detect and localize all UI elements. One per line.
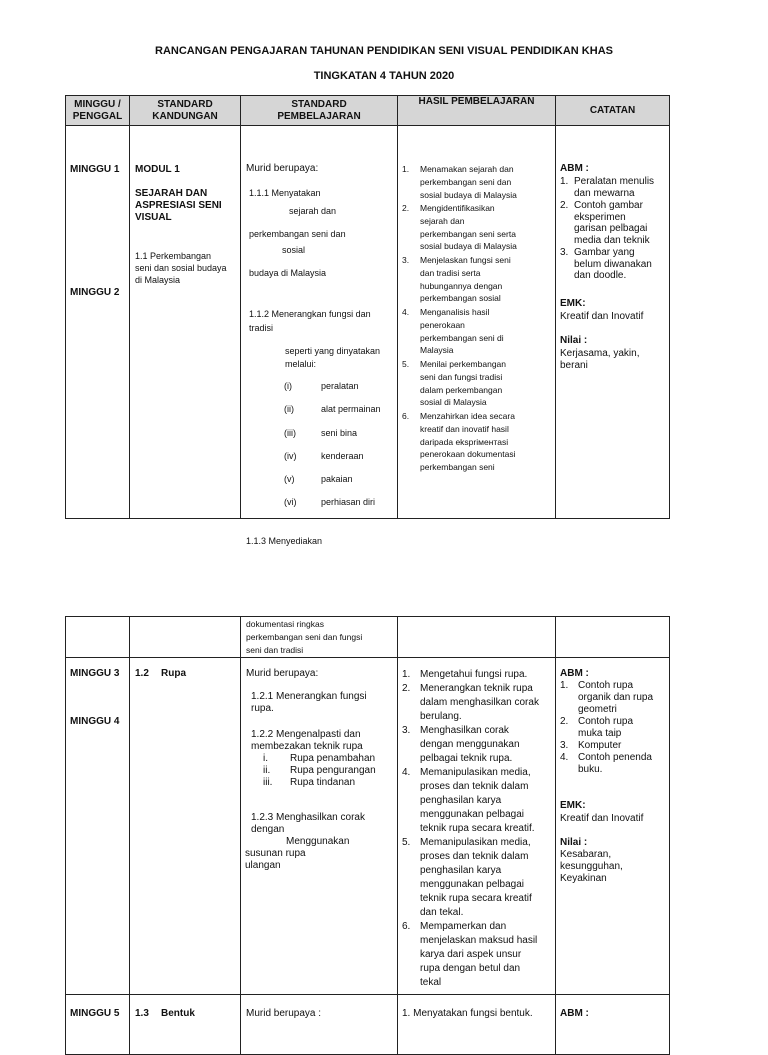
sp-1-2-3-line3: Menggunakan <box>286 836 350 847</box>
cont-minggu-cell <box>66 617 130 658</box>
sk-1-2-text: Rupa <box>161 668 186 679</box>
document-subtitle: TINGKATAN 4 TAHUN 2020 <box>313 70 455 82</box>
sk-1-3-num: 1.3 <box>135 1008 149 1019</box>
minggu-4-label: MINGGU 4 <box>70 716 120 727</box>
cont-dokumentasi: dokumentasi ringkas perkembangan seni dan fungsi seni dan tradisi <box>246 619 363 655</box>
sp-1-1-1-line3: perkembangan seni dan <box>249 229 346 239</box>
murid-berupaya: Murid berupaya: <box>246 163 319 174</box>
plan-table-1 <box>65 95 670 546</box>
minggu-cell <box>66 126 130 519</box>
header-hasil-pembelajaran: HASIL PEMBELAJARAN <box>398 96 556 126</box>
hp-item-5: 5. Memanipulasikan media, proses dan teknik dalam penghasilan karya menggunakan pelbagai teknik rupa secara kreatif dan tekal. <box>402 837 532 918</box>
header-minggu: MINGGU / PENGGAL <box>66 96 130 126</box>
hp-item-4: 4. Menganalisis hasil penerokaan perkembangan seni di Malaysia <box>402 307 504 356</box>
sp-1-2-1: 1.2.1 Menerangkan fungsi rupa. <box>251 691 367 714</box>
sk-1-1: 1.1 Perkembangan seni dan sosial budaya di Malaysia <box>135 251 227 285</box>
sp-1-1-1-line4: sosial <box>282 245 306 255</box>
sp-1-1-1: 1.1.1 Menyatakan <box>249 188 321 198</box>
standard-pembelajaran-cell <box>241 995 398 1055</box>
hp-item-3: 3. Menghasilkan corak dengan menggunakan pelbagai teknik rupa. <box>402 725 520 764</box>
abm-item-1: 1. Contoh rupa organik dan rupa geometri <box>560 680 654 715</box>
sp-1-2-3-line4: susunan rupa <box>245 848 306 859</box>
murid-berupaya: Murid berupaya: <box>246 668 319 679</box>
cont-sp-cell <box>241 617 398 658</box>
nilai-label: Nilai : <box>560 335 588 346</box>
sp-item-text: kenderaan <box>321 451 364 461</box>
nilai-text: Kerjasama, yakin, berani <box>560 348 640 371</box>
sp-1-2-3: 1.2.3 Menghasilkan corak <box>251 812 365 823</box>
hp-item-2: 2. Mengidentifikasikan sejarah dan perkembangan seni serta sosial budaya di Malaysia <box>402 203 517 252</box>
sp-item-text: perhiasan diri <box>321 497 376 507</box>
hp-item-1: 1. Menyatakan fungsi bentuk. <box>402 1008 533 1019</box>
modul-label: MODUL 1 <box>135 164 180 175</box>
abm-item-3: 3. Gambar yang belum diwanakan dan doodle. <box>560 247 652 281</box>
hp-item-3: 3. Menjelaskan fungsi seni dan tradisi serta hubungannya dengan perkembangan sosial <box>402 255 511 304</box>
emk-label: EMK: <box>560 800 586 811</box>
nilai-text: Kesabaran, kesungguhan, Keyakinan <box>560 849 623 884</box>
minggu-3-label: MINGGU 3 <box>70 668 120 679</box>
abm-label: ABM : <box>560 1008 589 1019</box>
nilai-label: Nilai : <box>560 837 588 848</box>
sp-1-1-1-line5: budaya di Malaysia <box>249 268 327 278</box>
standard-pembelajaran-cell <box>241 126 398 546</box>
sp-item-num: (i) <box>284 381 292 391</box>
emk-label: EMK: <box>560 298 586 309</box>
header-standard-pembelajaran: STANDARD PEMBELAJARAN <box>241 96 398 126</box>
minggu-cell <box>66 995 130 1055</box>
standard-kandungan-cell <box>130 126 241 519</box>
hasil-pembelajaran-cell <box>398 126 556 519</box>
sp-item-text: pakaian <box>321 474 353 484</box>
document-title: RANCANGAN PENGAJARAN TAHUNAN PENDIDIKAN SENI VISUAL PENDIDIKAN KHAS <box>155 45 613 57</box>
abm-label: ABM : <box>560 668 589 679</box>
hp-item-2: 2. Menerangkan teknik rupa dalam menghasilkan corak berulang. <box>402 683 539 722</box>
sp-1-2-2: 1.2.2 Mengenalpasti dan membezakan teknik rupa <box>251 729 363 752</box>
standard-pembelajaran-cell <box>241 658 398 995</box>
sp-item-text: peralatan <box>321 381 359 391</box>
cont-catatan-cell <box>556 617 670 658</box>
sp-1-2-2-items: i. Rupa penambahan ii. Rupa pengurangan iii. Rupa tindanan <box>263 753 376 788</box>
sp-item-num: (vi) <box>284 497 297 507</box>
header-catatan: CATATAN <box>556 96 670 126</box>
abm-item-1: 1. Peralatan menulis dan mewarna <box>560 176 655 199</box>
hp-item-6: 6. Mempamerkan dan menjelaskan maksud hasil karya dari aspek unsur rupa dengan betul dan tekal <box>402 921 538 988</box>
sp-1-2-3-line2: dengan <box>251 824 285 835</box>
sp-1-1-3: 1.1.3 Menyediakan <box>246 536 323 546</box>
sk-1-2-num: 1.2 <box>135 668 149 679</box>
cont-sk-cell <box>130 617 241 658</box>
sp-1-1-1-line2: sejarah dan <box>289 206 337 216</box>
abm-item-4: 4. Contoh penenda buku. <box>560 752 652 775</box>
header-standard-kandungan: STANDARD KANDUNGAN <box>130 96 241 126</box>
sp-1-1-2: 1.1.2 Menerangkan fungsi dan <box>249 309 371 319</box>
hp-item-5: 5. Menilai perkembangan seni dan fungsi tradisi dalam perkembangan sosial di Malaysia <box>402 359 506 408</box>
sk-1-3-text: Bentuk <box>161 1008 195 1019</box>
emk-text: Kreatif dan Inovatif <box>560 813 644 824</box>
abm-label: ABM : <box>560 163 589 174</box>
sp-item-num: (iv) <box>284 451 297 461</box>
abm-item-2: 2. Contoh rupa muka taip <box>560 716 634 739</box>
sp-1-1-2-line3: seperti yang dinyatakan <box>285 346 381 356</box>
hasil-pembelajaran-cell <box>398 658 556 995</box>
minggu-5-label: MINGGU 5 <box>70 1008 120 1019</box>
minggu-2-label: MINGGU 2 <box>70 287 120 298</box>
murid-berupaya: Murid berupaya : <box>246 1008 322 1019</box>
hp-item-1: 1. Mengetahui fungsi rupa. <box>402 669 528 680</box>
sp-1-1-2-line4: melalui: <box>285 359 317 369</box>
minggu-cell <box>66 658 130 995</box>
catatan-cell <box>556 126 670 519</box>
hp-item-6: 6. Menzahirkan idea secara kreatif dan inovatif hasil daripada ekspriментasi penerokaan dokumentasi perkembangan seni <box>402 411 516 473</box>
emk-text: Kreatif dan Inovatif <box>560 311 644 322</box>
plan-table-2 <box>65 616 670 1055</box>
hp-item-4: 4. Memanipulasikan media, proses dan teknik dalam penghasilan karya menggunakan pelbagai teknik rupa secara kreatif. <box>402 767 535 834</box>
sp-item-num: (ii) <box>284 404 294 414</box>
abm-item-2: 2. Contoh gambar eksperimen garisan pelbagai media dan teknik <box>560 200 650 246</box>
cont-hp-cell <box>398 617 556 658</box>
sp-item-text: alat permainan <box>321 404 381 414</box>
standard-kandungan-cell <box>130 658 241 995</box>
standard-kandungan-cell <box>130 995 241 1055</box>
sp-item-num: (v) <box>284 474 295 484</box>
sp-1-1-2-line2: tradisi <box>249 323 274 333</box>
sp-item-text: seni bina <box>321 428 358 438</box>
catatan-cell <box>556 995 670 1055</box>
hasil-pembelajaran-cell <box>398 995 556 1055</box>
catatan-cell <box>556 658 670 995</box>
sp-1-2-3-line5: ulangan <box>245 860 281 871</box>
sejarah-heading: SEJARAH DAN ASPRESIASI SENI VISUAL <box>135 188 222 223</box>
sp-item-num: (iii) <box>284 428 296 438</box>
hp-item-1: 1. Menamakan sejarah dan perkembangan seni dan sosial budaya di Malaysia <box>402 164 517 200</box>
abm-item-3: 3. Komputer <box>560 740 622 751</box>
minggu-1-label: MINGGU 1 <box>70 164 120 175</box>
